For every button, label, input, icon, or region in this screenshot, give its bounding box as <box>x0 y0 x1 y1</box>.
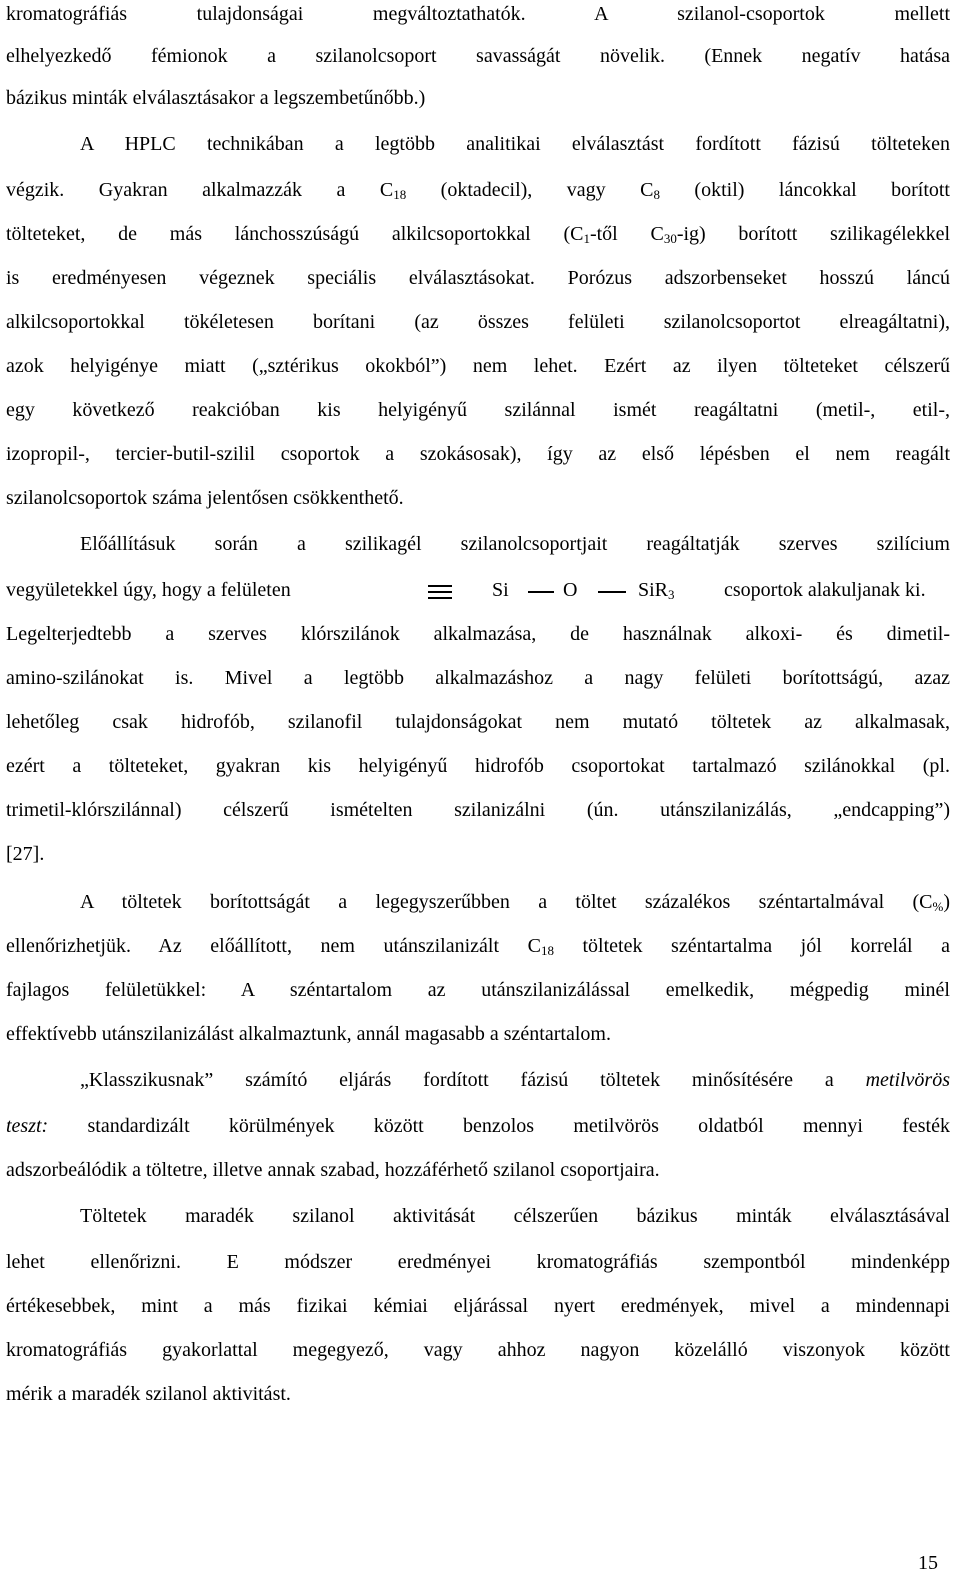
silicon-symbol: Si <box>492 579 509 601</box>
text-run: -ig) borított szilikagélekkel <box>676 223 950 245</box>
sir-text: SiR <box>638 579 669 601</box>
text-line: effektívebb utánszilanizálást alkalmaztunk, annál magasabb a széntartalom. <box>6 1023 611 1045</box>
text-line: egy következő reakcióban kis helyigényű szilánnal ismét reagáltatni (metil-, etil-, <box>6 399 950 421</box>
sir3-group <box>638 576 675 604</box>
text-line: mérik a maradék szilanol aktivitást. <box>6 1383 291 1405</box>
text-line: fajlagos felületükkel: A széntartalom az utánszilanizálással emelkedik, mégpedig minél <box>6 979 950 1001</box>
formula-line <box>6 576 950 604</box>
subscript: 3 <box>668 587 675 602</box>
text-line: Töltetek maradék szilanol aktivitását célszerűen bázikus minták elválasztásával <box>80 1205 950 1227</box>
text-line: alkilcsoportokkal tökéletesen borítani (az összes felületi szilanolcsoportot elreagáltatni), <box>6 311 950 333</box>
text-run: ellenőrizhetjük. Az előállított, nem utánszilanizált C <box>6 935 541 957</box>
oxygen-symbol: O <box>563 579 578 601</box>
italic-term: metilvörös <box>865 1069 950 1091</box>
text-run: tölteteket, de más lánchosszúságú alkilcsoportokkal (C <box>6 223 584 245</box>
text-run: töltetek széntartalma jól korrelál a <box>553 935 950 957</box>
text-run: vegyületekkel úgy, hogy a felületen <box>6 579 291 601</box>
text-line: trimetil-klórszilánnal) célszerű ismételten szilanizálni (ún. utánszilanizálás, „endcapping”) <box>6 799 950 821</box>
text-line <box>6 176 950 204</box>
text-run: -től C <box>589 223 664 245</box>
text-line: kromatográfiás tulajdonságai megváltoztathatók. A szilanol-csoportok mellett <box>6 3 950 25</box>
text-line: elhelyezkedő fémionok a szilanolcsoport savasságát növelik. (Ennek negatív hatása <box>6 45 950 67</box>
text-line: lehet ellenőrizni. E módszer eredményei kromatográfiás szempontból mindenképp <box>6 1251 950 1273</box>
text-line <box>6 932 950 960</box>
text-line: A HPLC technikában a legtöbb analitikai elválasztást fordított fázisú tölteteken <box>80 133 950 155</box>
text-run: ) <box>943 891 950 913</box>
text-run: (oktil) láncokkal borított <box>659 179 950 201</box>
italic-term: teszt: <box>6 1115 49 1137</box>
text-run: standardizált körülmények között benzolos metilvörös oldatból mennyi festék <box>48 1115 950 1137</box>
text-line: kromatográfiás gyakorlattal megegyező, vagy ahhoz nagyon közelálló viszonyok között <box>6 1339 950 1361</box>
subscript: 18 <box>393 187 407 202</box>
text-run: A töltetek borítottságát a legegyszerűbben a töltet százalékos széntartalmával (C <box>80 891 933 913</box>
text-line: szilanolcsoportok száma jelentősen csökkenthető. <box>6 487 404 509</box>
text-line: adszorbeálódik a töltetre, illetve annak szabad, hozzáférhető szilanol csoportjaira. <box>6 1159 660 1181</box>
text-run: csoportok alakuljanak ki. <box>724 579 926 601</box>
text-line: lehetőleg csak hidrofób, szilanofil tulajdonságokat nem mutató töltetek az alkalmasak, <box>6 711 950 733</box>
text-line: is eredményesen végeznek speciális elválasztásokat. Porózus adszorbenseket hosszú láncú <box>6 267 950 289</box>
text-line: Legelterjedtebb a szerves klórszilánok alkalmazása, de használnak alkoxi- és dimetil- <box>6 623 950 645</box>
triple-bond-symbol <box>428 585 452 599</box>
subscript: 18 <box>540 943 554 958</box>
text-line <box>80 1066 950 1094</box>
text-line: izopropil-, tercier-butil-szilil csoportok a szokásosak), így az első lépésben el nem reagált <box>6 443 950 465</box>
subscript: % <box>932 899 944 914</box>
text-run: végzik. Gyakran alkalmazzák a C <box>6 179 394 201</box>
text-line: Előállításuk során a szilikagél szilanolcsoportjait reagáltatják szerves szilícium <box>80 533 950 555</box>
text-line: azok helyigénye miatt („sztérikus okokból”) nem lehet. Ezért az ilyen tölteteket célszerű <box>6 355 950 377</box>
text-line <box>6 220 950 248</box>
text-line <box>80 888 950 916</box>
text-line <box>6 1112 950 1140</box>
subscript: 30 <box>663 231 677 246</box>
text-line: bázikus minták elválasztásakor a legszembetűnőbb.) <box>6 87 426 109</box>
text-line: értékesebbek, mint a más fizikai kémiai eljárással nyert eredmények, mivel a mindennapi <box>6 1295 950 1317</box>
text-line: [27]. <box>6 843 45 865</box>
page-number: 15 <box>918 1552 938 1574</box>
text-line: ezért a tölteteket, gyakran kis helyigényű hidrofób csoportokat tartalmazó szilánokkal (pl. <box>6 755 950 777</box>
single-bond <box>598 591 626 593</box>
text-line: amino-szilánokat is. Mivel a legtöbb alkalmazáshoz a nagy felületi borítottságú, azaz <box>6 667 950 689</box>
text-run: (oktadecil), vagy C <box>406 179 654 201</box>
single-bond <box>528 591 554 593</box>
text-run: „Klasszikusnak” számító eljárás fordított fázisú töltetek minősítésére a <box>80 1069 866 1091</box>
subscript: 8 <box>653 187 660 202</box>
subscript: 1 <box>583 231 590 246</box>
